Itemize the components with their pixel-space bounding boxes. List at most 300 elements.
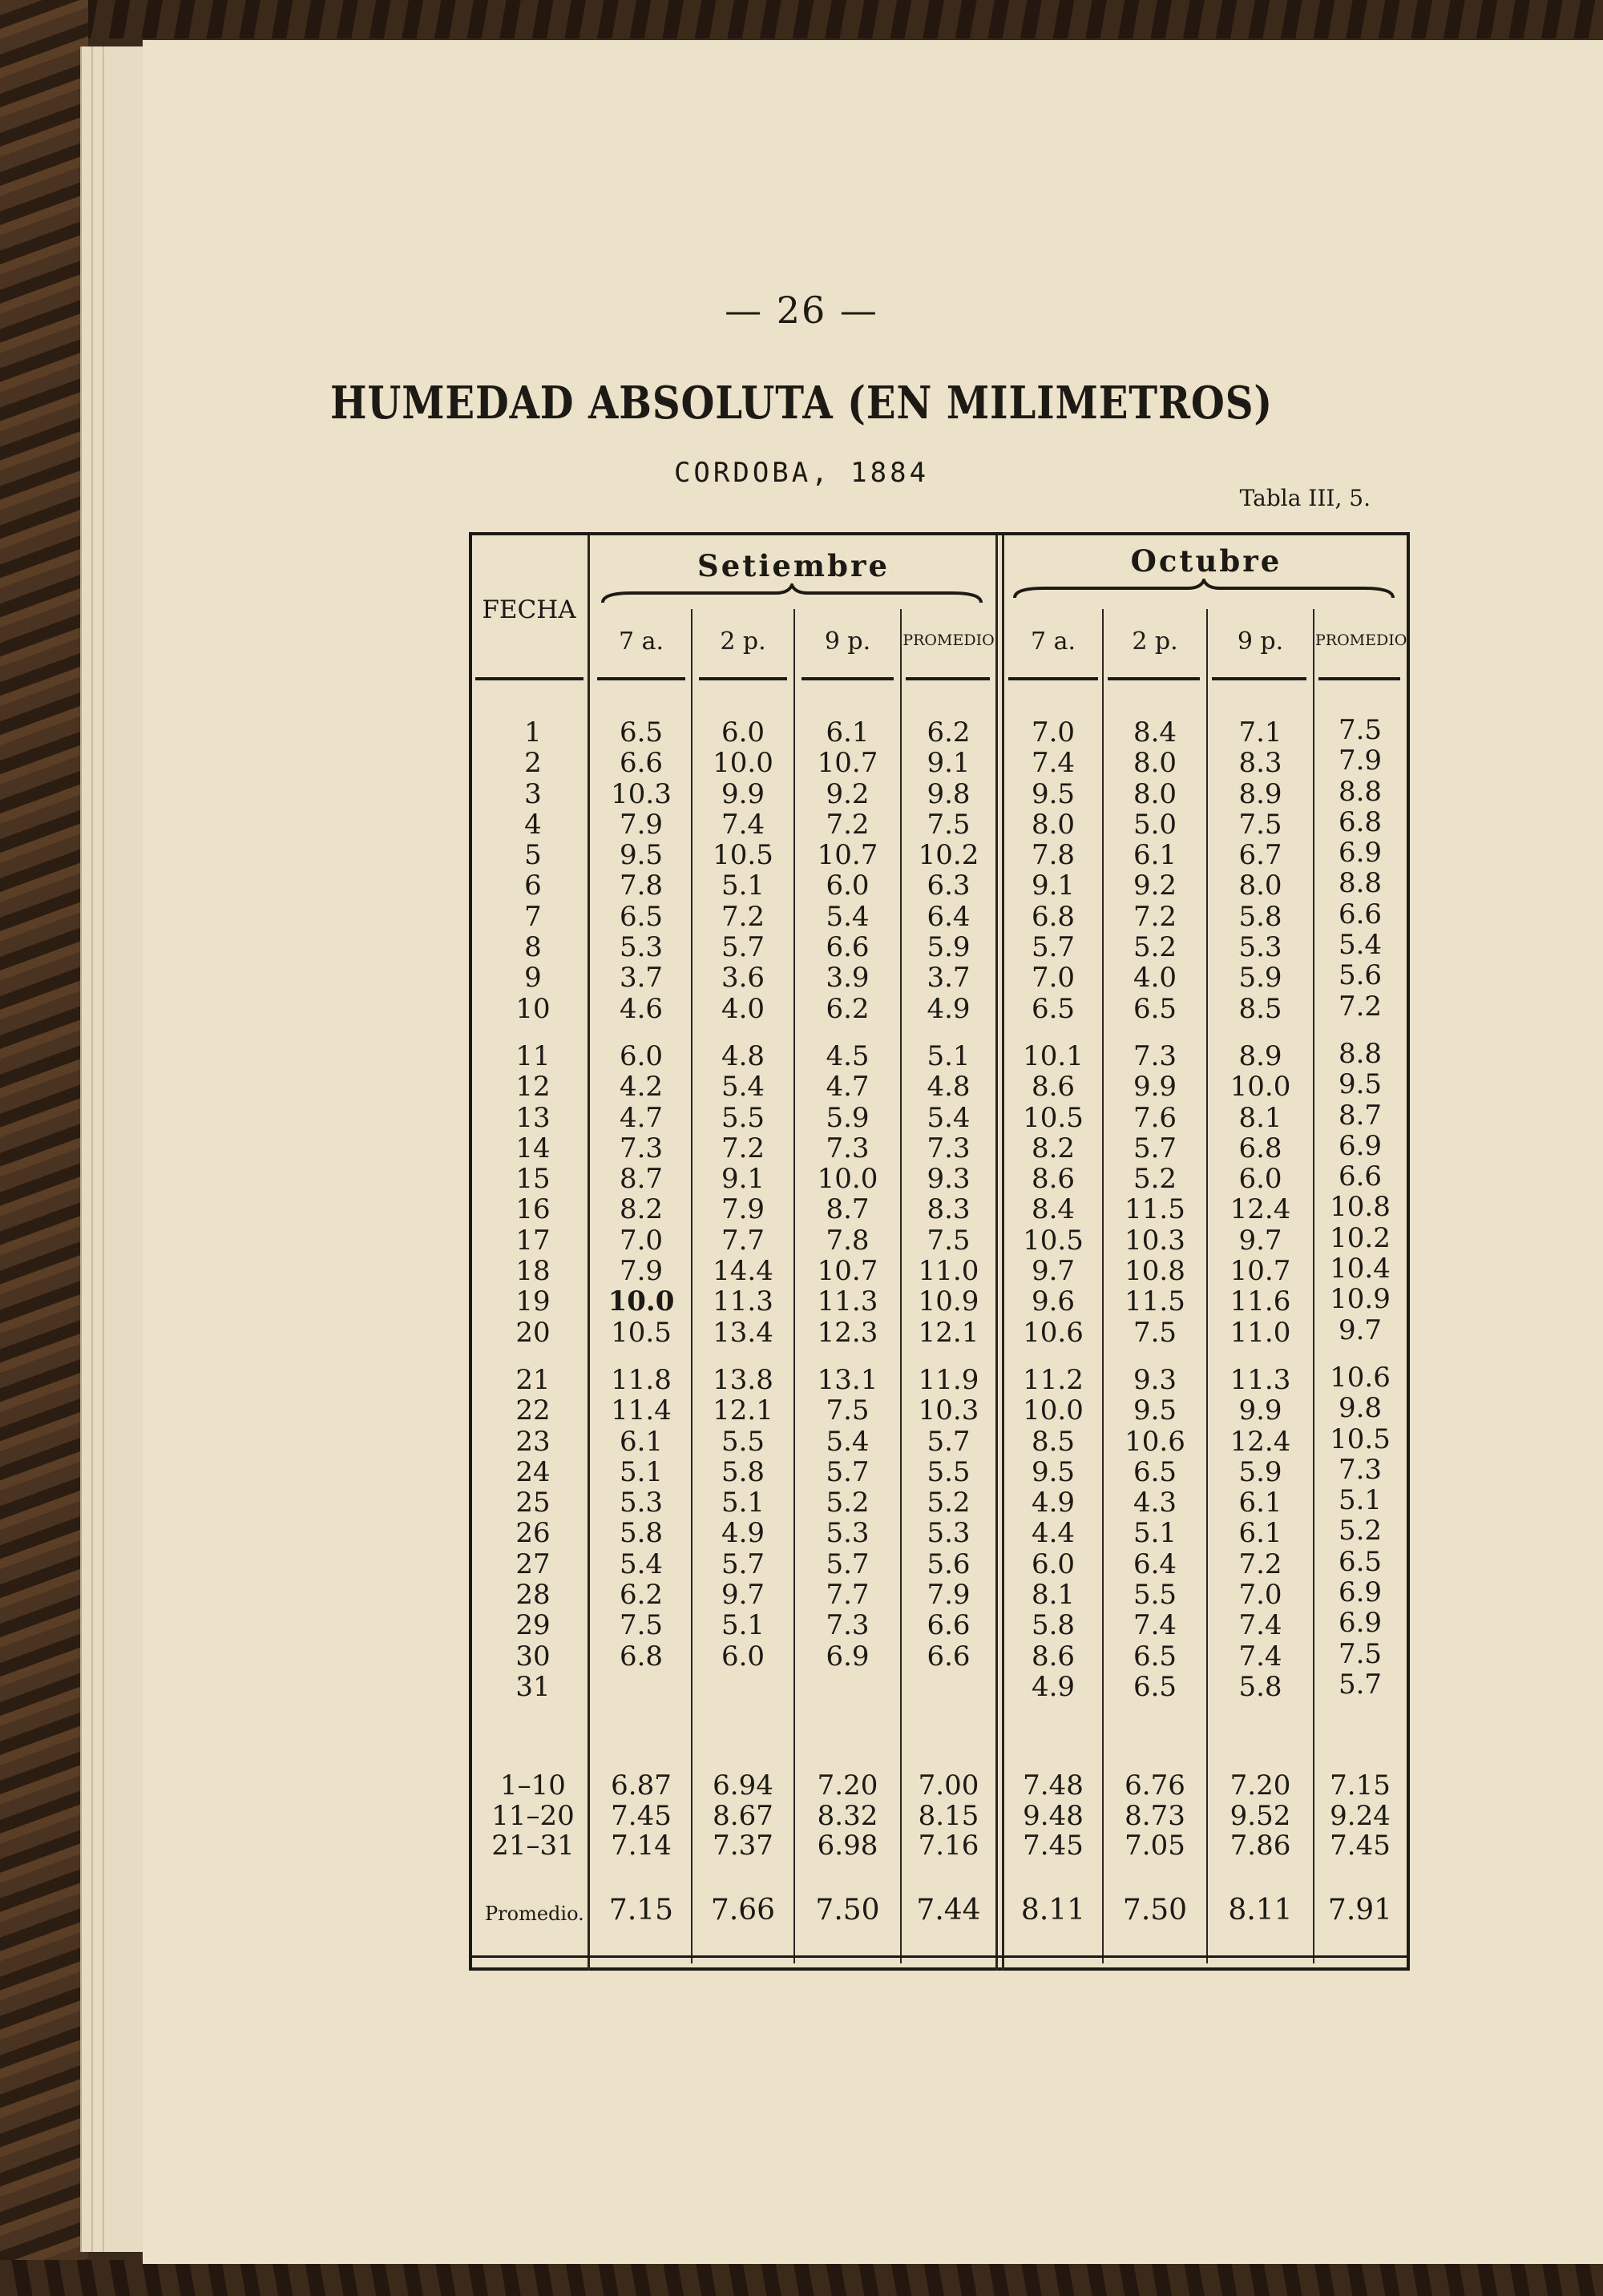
table-cell: 7.2: [826, 808, 870, 841]
table-cell: 7.5: [927, 1224, 971, 1257]
table-cell: 5.9: [826, 1101, 870, 1134]
table-cell: 7.5: [619, 1609, 664, 1642]
table-cell: 7.3: [826, 1609, 870, 1642]
table-cell: 10.3: [611, 777, 672, 810]
table-cell: 6.8: [1238, 1132, 1282, 1164]
table-cell: 5.8: [1031, 1609, 1076, 1642]
table-cell: 5.7: [1133, 1132, 1177, 1164]
table-cell: 7.3: [1133, 1039, 1177, 1072]
month-header-setiembre: Setiembre: [697, 548, 890, 583]
summary-value: 7.14: [611, 1830, 672, 1862]
header-rule: [1212, 677, 1306, 680]
summary-column: [1006, 1771, 1100, 1862]
page-subtitle: CORDOBA, 1884: [673, 457, 930, 489]
table-cell: 5.7: [927, 1425, 971, 1458]
summary-label: 1–10: [500, 1769, 566, 1802]
table-cell: 7.0: [619, 1224, 664, 1257]
table-cell: 5.1: [1133, 1517, 1177, 1550]
table-cell: 6.9: [1338, 1607, 1383, 1640]
table-cell: 7.5: [1238, 808, 1282, 841]
summary-column: [797, 1771, 898, 1862]
summary-value: 7.16: [918, 1830, 979, 1862]
table-cell: 5.7: [826, 1455, 870, 1488]
table-cell: 6.1: [1133, 839, 1177, 872]
table-cell: 6.2: [619, 1579, 664, 1612]
table-cell: 6.6: [927, 1609, 971, 1642]
column-rule: [1206, 609, 1208, 1963]
table-cell: 11.3: [713, 1285, 773, 1318]
summary-value: 7.45: [611, 1799, 672, 1832]
header-rule: [475, 677, 583, 680]
table-cell: 6.6: [619, 747, 664, 780]
table-cell: 4.9: [721, 1517, 765, 1550]
table-cell: 7.9: [721, 1193, 765, 1226]
page-number: — 26 —: [725, 289, 878, 332]
table-cell: 7.4: [1031, 747, 1076, 780]
table-cell: 9.2: [1133, 870, 1177, 902]
table-cell: 5.2: [1338, 1515, 1383, 1547]
table-cell: 6.5: [1133, 992, 1177, 1025]
table-cell: 5.4: [619, 1547, 664, 1580]
table-cell: 5.2: [1133, 931, 1177, 964]
table-cell: 13.4: [713, 1316, 773, 1349]
table-cell: 10.0: [713, 747, 773, 780]
day-label: 22: [515, 1394, 551, 1427]
table-cell: 6.0: [721, 1640, 765, 1673]
day-label: 23: [515, 1425, 551, 1458]
table-cell: 10.5: [1023, 1101, 1084, 1134]
summary-value: 9.52: [1230, 1799, 1291, 1832]
table-cell: 4.4: [1031, 1517, 1076, 1550]
table-cell: 9.2: [826, 777, 870, 810]
table-cell: 8.0: [1031, 808, 1076, 841]
table-cell: 5.3: [1238, 931, 1282, 964]
table-cell: [593, 1672, 689, 1702]
binding-top: [0, 0, 1603, 38]
table-cell: 8.6: [1031, 1163, 1076, 1196]
table-cell: 6.6: [826, 931, 870, 964]
table-cell: 4.7: [619, 1101, 664, 1134]
day-label: 26: [515, 1517, 551, 1550]
day-label: 11: [515, 1039, 551, 1072]
table-cell: 8.5: [1238, 992, 1282, 1025]
table-cell: 9.5: [1338, 1068, 1383, 1101]
promedio-value: 8.11: [1020, 1894, 1086, 1927]
table-cell: 6.5: [1133, 1670, 1177, 1703]
header-rule: [802, 677, 894, 680]
table-cell: 4.9: [1031, 1670, 1076, 1703]
table-cell: 11.5: [1125, 1285, 1185, 1318]
table-cell: 9.7: [721, 1579, 765, 1612]
table-cell: 8.4: [1133, 716, 1177, 749]
table-cell: 6.0: [826, 870, 870, 902]
summary-value: 7.48: [1023, 1769, 1084, 1802]
table-cell: 7.5: [1133, 1316, 1177, 1349]
table-cell: 6.0: [1031, 1547, 1076, 1580]
table-cell: 5.1: [927, 1039, 971, 1072]
table-cell: 9.7: [1238, 1224, 1282, 1257]
table-cell: 4.7: [826, 1071, 870, 1104]
table-cell: 10.0: [1230, 1071, 1291, 1104]
table-cell: 7.5: [1338, 714, 1383, 746]
day-label: 5: [524, 839, 542, 872]
table-cell: 7.7: [826, 1579, 870, 1612]
table-cell: 12.4: [1230, 1193, 1291, 1226]
table-cell: 6.9: [1338, 837, 1383, 870]
table-cell: 10.5: [1023, 1224, 1084, 1257]
summary-value: 9.48: [1023, 1799, 1084, 1832]
table-cell: 6.5: [619, 716, 664, 749]
table-cell: 7.4: [1238, 1609, 1282, 1642]
column-rule: [1002, 535, 1004, 1971]
table-cell: 7.0: [1238, 1579, 1282, 1612]
table-cell: 10.2: [918, 839, 979, 872]
table-cell: 10.8: [1125, 1255, 1185, 1288]
table-cell: 5.5: [1133, 1579, 1177, 1612]
column-header: PROMEDIO: [1315, 632, 1407, 649]
fecha-header: FECHA: [482, 595, 576, 624]
data-column-oct-promedio: [1315, 715, 1405, 1700]
table-cell: 5.2: [826, 1487, 870, 1519]
table-cell: 7.4: [1238, 1640, 1282, 1673]
table-bottom-rule: [472, 1955, 1407, 1958]
table-cell: 7.2: [721, 1132, 765, 1164]
table-cell: [902, 1672, 995, 1702]
table-cell: 5.6: [1338, 959, 1383, 992]
promedio-value: 7.50: [1122, 1894, 1188, 1927]
table-cell: 11.9: [918, 1363, 979, 1396]
table-cell: 11.3: [817, 1285, 878, 1318]
month-header-octubre: Octubre: [1130, 543, 1282, 579]
table-cell: [797, 1672, 898, 1702]
table-cell: 5.8: [1238, 900, 1282, 933]
table-cell: 5.7: [826, 1547, 870, 1580]
column-rule: [691, 609, 692, 1963]
table-cell: 8.6: [1031, 1071, 1076, 1104]
table-cell: 11.3: [1230, 1363, 1291, 1396]
table-cell: 7.0: [1031, 962, 1076, 995]
table-cell: 9.3: [1133, 1363, 1177, 1396]
day-label: 20: [515, 1316, 551, 1349]
binding-left: [0, 0, 88, 2296]
table-cell: 6.5: [1338, 1545, 1383, 1578]
table-cell: 7.9: [1338, 744, 1383, 777]
summary-value: 6.87: [611, 1769, 672, 1802]
summary-value: 7.05: [1125, 1830, 1185, 1862]
table-cell: 9.5: [1031, 777, 1076, 810]
column-rule: [900, 609, 902, 1963]
table-cell: 9.1: [927, 747, 971, 780]
table-cell: 5.5: [927, 1455, 971, 1488]
summary-value: 8.73: [1125, 1799, 1185, 1832]
table-cell: 9.7: [1338, 1313, 1383, 1346]
table-cell: 8.4: [1031, 1193, 1076, 1226]
data-column-sep-2p: [694, 717, 792, 1702]
table-cell: 6.8: [1338, 805, 1383, 838]
header-rule: [699, 677, 787, 680]
table-cell: 9.5: [1133, 1394, 1177, 1427]
summary-value: 8.15: [918, 1799, 979, 1832]
table-cell: 6.0: [721, 716, 765, 749]
column-rule: [793, 609, 795, 1963]
column-header: 2 p.: [720, 627, 766, 656]
table-cell: 5.4: [1338, 929, 1383, 962]
table-cell: 5.9: [1238, 1455, 1282, 1488]
summary-column: [1315, 1771, 1405, 1862]
table-cell: 5.4: [826, 900, 870, 933]
table-cell: 11.0: [918, 1255, 979, 1288]
table-cell: 5.3: [619, 1487, 664, 1519]
table-cell: 9.5: [619, 839, 664, 872]
table-cell: 8.7: [826, 1193, 870, 1226]
table-cell: 6.1: [1238, 1517, 1282, 1550]
table-cell: 4.3: [1133, 1487, 1177, 1519]
table-cell: 10.7: [817, 1255, 878, 1288]
table-cell: 6.6: [1338, 898, 1383, 930]
table-cell: 6.9: [1338, 1576, 1383, 1609]
header-rule: [1108, 677, 1200, 680]
day-label: 14: [515, 1132, 551, 1164]
day-label: 31: [515, 1670, 551, 1703]
table-cell: 9.1: [721, 1163, 765, 1196]
table-cell: 5.7: [1031, 931, 1076, 964]
summary-value: 7.15: [1330, 1769, 1391, 1802]
table-cell: 5.2: [927, 1487, 971, 1519]
table-cell: 7.1: [1238, 716, 1282, 749]
table-cell: 8.1: [1031, 1579, 1076, 1612]
table-cell: 5.4: [721, 1071, 765, 1104]
table-cell: 11.0: [1230, 1316, 1291, 1349]
table-cell: 7.8: [826, 1224, 870, 1257]
table-cell: 5.3: [927, 1517, 971, 1550]
table-cell: 8.6: [1031, 1640, 1076, 1673]
table-cell: 6.8: [619, 1640, 664, 1673]
day-label: 6: [524, 870, 542, 902]
table-cell: 10.0: [817, 1163, 878, 1196]
column-header: 7 a.: [618, 627, 664, 656]
table-cell: 5.4: [927, 1101, 971, 1134]
day-label: 19: [515, 1285, 551, 1318]
summary-value: 7.20: [817, 1769, 878, 1802]
table-cell: 7.9: [619, 808, 664, 841]
summary-value: 7.45: [1023, 1830, 1084, 1862]
table-cell: 7.4: [721, 808, 765, 841]
table-cell: 6.5: [1031, 992, 1076, 1025]
table-cell: 9.1: [1031, 870, 1076, 902]
table-cell: 5.5: [721, 1101, 765, 1134]
day-label: 2: [524, 747, 542, 780]
table-cell: 7.3: [826, 1132, 870, 1164]
summary-column: [1209, 1771, 1311, 1862]
promedio-value: 7.91: [1327, 1894, 1393, 1927]
table-cell: 5.4: [826, 1425, 870, 1458]
table-cell: 6.4: [927, 900, 971, 933]
table-cell: 12.3: [817, 1316, 878, 1349]
table-cell: 9.9: [1238, 1394, 1282, 1427]
day-label: 10: [515, 992, 551, 1025]
table-cell: 9.9: [721, 777, 765, 810]
table-cell: 5.8: [721, 1455, 765, 1488]
promedio-label: Promedio.: [485, 1903, 584, 1925]
table-cell: 7.5: [1338, 1637, 1383, 1670]
promedio-value: 7.50: [815, 1894, 880, 1927]
column-header: PROMEDIO: [902, 632, 995, 649]
table-cell: 4.9: [927, 992, 971, 1025]
table-cell: 10.0: [608, 1285, 675, 1318]
table-cell: 4.0: [1133, 962, 1177, 995]
summary-column: [1105, 1771, 1205, 1862]
table-cell: 6.3: [927, 870, 971, 902]
table-cell: 6.8: [1031, 900, 1076, 933]
table-cell: 6.4: [1133, 1547, 1177, 1580]
table-cell: 10.7: [1230, 1255, 1291, 1288]
table-label: Tabla III, 5.: [1239, 485, 1371, 511]
table-cell: [694, 1672, 792, 1702]
table-cell: 6.1: [619, 1425, 664, 1458]
table-cell: 7.3: [1338, 1453, 1383, 1486]
table-cell: 8.5: [1031, 1425, 1076, 1458]
table-cell: 12.1: [918, 1316, 979, 1349]
summary-value: 9.24: [1330, 1799, 1391, 1832]
header-rule: [1318, 677, 1400, 680]
table-cell: 6.2: [927, 716, 971, 749]
table-cell: 5.8: [1238, 1670, 1282, 1703]
summary-value: 8.67: [713, 1799, 773, 1832]
table-cell: 9.9: [1133, 1071, 1177, 1104]
header-rule: [597, 677, 685, 680]
table-cell: 8.3: [1238, 747, 1282, 780]
table-cell: 5.1: [619, 1455, 664, 1488]
table-cell: 5.9: [1238, 962, 1282, 995]
table-cell: 7.5: [927, 808, 971, 841]
day-label: 4: [524, 808, 542, 841]
table-cell: 4.6: [619, 992, 664, 1025]
table-cell: 5.8: [619, 1517, 664, 1550]
table-cell: 11.6: [1230, 1285, 1291, 1318]
table-cell: 8.0: [1238, 870, 1282, 902]
table-cell: 5.5: [721, 1425, 765, 1458]
table-cell: 7.4: [1133, 1609, 1177, 1642]
table-cell: 8.2: [1031, 1132, 1076, 1164]
table-cell: 5.0: [1133, 808, 1177, 841]
day-label: 29: [515, 1609, 551, 1642]
data-column-oct-2p: [1105, 717, 1205, 1702]
table-cell: 12.4: [1230, 1425, 1291, 1458]
column-rule: [1102, 609, 1104, 1963]
table-cell: 6.1: [1238, 1487, 1282, 1519]
table-cell: 9.5: [1031, 1455, 1076, 1488]
table-cell: 7.2: [1238, 1547, 1282, 1580]
table-cell: 11.4: [611, 1394, 672, 1427]
summary-value: 6.76: [1125, 1769, 1185, 1802]
column-header: 2 p.: [1132, 627, 1178, 656]
table-cell: 8.8: [1338, 1037, 1383, 1070]
day-label: 21: [515, 1363, 551, 1396]
table-cell: 8.1: [1238, 1101, 1282, 1134]
column-header: 7 a.: [1030, 627, 1076, 656]
table-cell: 6.1: [826, 716, 870, 749]
table-cell: 7.7: [721, 1224, 765, 1257]
summary-value: 6.94: [713, 1769, 773, 1802]
table-cell: 3.9: [826, 962, 870, 995]
table-cell: 10.8: [1330, 1191, 1391, 1224]
table-cell: 5.1: [1338, 1484, 1383, 1517]
table-cell: 9.7: [1031, 1255, 1076, 1288]
table-cell: 3.6: [721, 962, 765, 995]
table-cell: 6.9: [826, 1640, 870, 1673]
table-cell: 5.2: [1133, 1163, 1177, 1196]
day-label: 9: [524, 962, 542, 995]
table-cell: 8.0: [1133, 747, 1177, 780]
table-cell: 7.3: [927, 1132, 971, 1164]
table-cell: 5.3: [826, 1517, 870, 1550]
table-cell: 5.7: [721, 931, 765, 964]
table-cell: 10.9: [918, 1285, 979, 1318]
summary-value: 8.32: [817, 1799, 878, 1832]
day-label: 25: [515, 1487, 551, 1519]
summary-value: 7.00: [918, 1769, 979, 1802]
summary-value: 7.86: [1230, 1830, 1291, 1862]
table-cell: 6.9: [1338, 1129, 1383, 1162]
table-cell: 9.8: [927, 777, 971, 810]
table-cell: 6.0: [1238, 1163, 1282, 1196]
table-cell: 7.8: [1031, 839, 1076, 872]
table-cell: 4.8: [927, 1071, 971, 1104]
table-cell: 3.7: [927, 962, 971, 995]
summary-label: 21–31: [491, 1830, 575, 1862]
table-cell: 13.8: [713, 1363, 773, 1396]
column-rule: [587, 535, 590, 1971]
table-cell: 11.2: [1023, 1363, 1084, 1396]
table-cell: 8.2: [619, 1193, 664, 1226]
table-cell: 7.3: [619, 1132, 664, 1164]
page-title: HUMEDAD ABSOLUTA (EN MILIMETROS): [330, 377, 1273, 430]
table-cell: 4.8: [721, 1039, 765, 1072]
table-cell: 6.5: [619, 900, 664, 933]
table-cell: 9.3: [927, 1163, 971, 1196]
data-column-oct-9p: [1209, 717, 1311, 1702]
table-cell: 8.9: [1238, 1039, 1282, 1072]
table-cell: 10.6: [1330, 1361, 1391, 1394]
summary-value: 7.45: [1330, 1830, 1391, 1862]
binding-bottom: [0, 2260, 1603, 2296]
table-cell: 10.5: [713, 839, 773, 872]
day-label: 18: [515, 1255, 551, 1288]
table-cell: 4.0: [721, 992, 765, 1025]
day-label: 13: [515, 1101, 551, 1134]
fecha-column: [481, 717, 585, 1702]
table-cell: 10.5: [1330, 1422, 1391, 1455]
table-cell: 8.3: [927, 1193, 971, 1226]
table-cell: 11.8: [611, 1363, 672, 1396]
table-cell: 6.6: [1338, 1160, 1383, 1193]
table-cell: 5.3: [619, 931, 664, 964]
summary-column: [902, 1771, 995, 1862]
day-label: 28: [515, 1579, 551, 1612]
day-label: 12: [515, 1071, 551, 1104]
data-column-sep-promedio: [902, 717, 995, 1702]
promedio-value: 7.15: [608, 1894, 674, 1927]
table-cell: 7.6: [1133, 1101, 1177, 1134]
promedio-value: 7.66: [710, 1894, 776, 1927]
summary-labels: [481, 1771, 585, 1862]
table-cell: 11.5: [1125, 1193, 1185, 1226]
day-label: 7: [524, 900, 542, 933]
summary-value: 7.20: [1230, 1769, 1291, 1802]
table-cell: 10.2: [1330, 1221, 1391, 1254]
table-cell: 3.7: [619, 962, 664, 995]
summary-column: [694, 1771, 792, 1862]
